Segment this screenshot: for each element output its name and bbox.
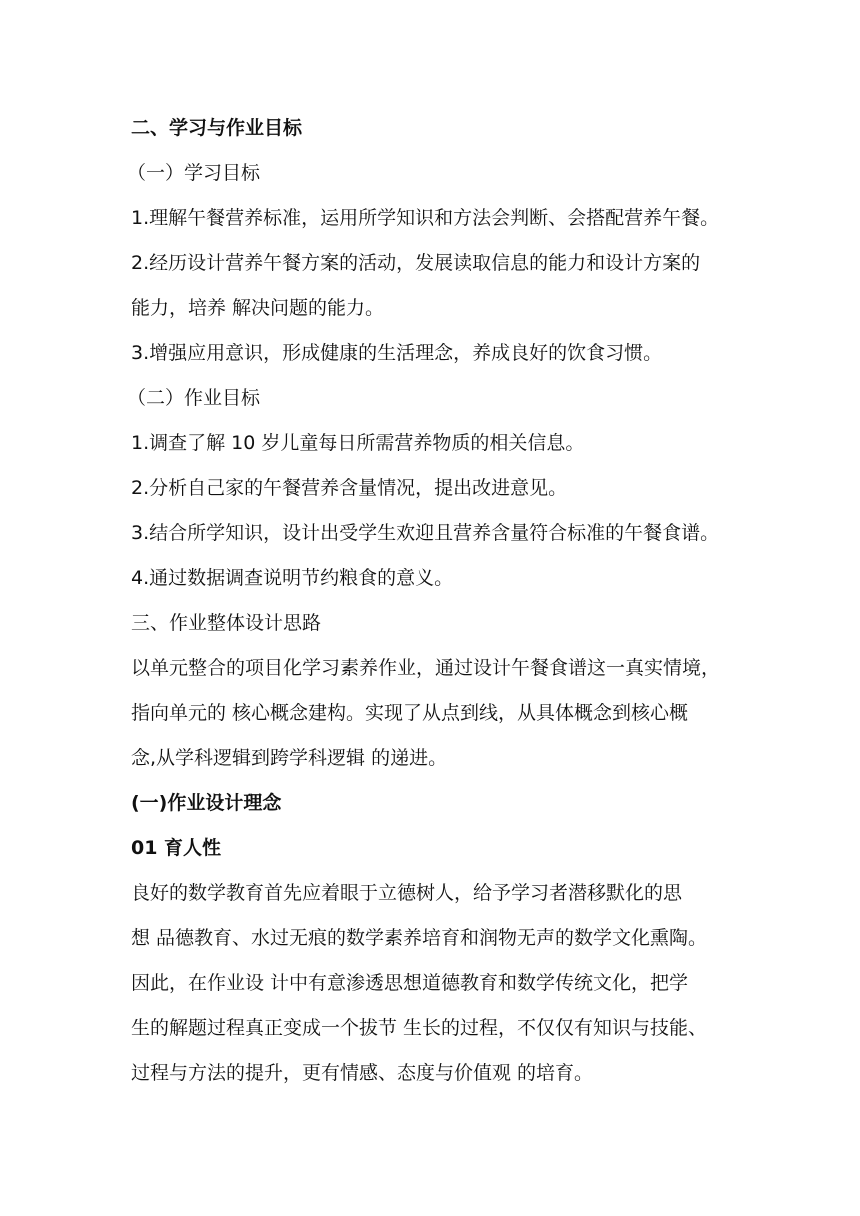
concept-paragraph-line-5: 过程与方法的提升，更有情感、态度与价值观 的培育。 <box>131 1062 594 1084</box>
homework-goal-3: 3.结合所学知识，设计出受学生欢迎且营养含量符合标准的午餐食谱。 <box>131 522 720 544</box>
homework-goal-1: 1.调查了解 10 岁儿童每日所需营养物质的相关信息。 <box>131 432 585 454</box>
subheading-learning-goals: （一）学习目标 <box>127 162 261 184</box>
learning-goal-2-cont: 能力，培养 解决问题的能力。 <box>131 297 385 319</box>
concept-paragraph-line-1: 良好的数学教育首先应着眼于立德树人，给予学习者潜移默化的思 <box>131 882 683 904</box>
homework-goal-4: 4.通过数据调查说明节约粮食的意义。 <box>131 567 454 589</box>
concept-paragraph-line-3: 因此，在作业设 计中有意渗透思想道德教育和数学传统文化，把学 <box>131 972 689 994</box>
learning-goal-2: 2.经历设计营养午餐方案的活动，发展读取信息的能力和设计方案的 <box>131 252 701 274</box>
concept-paragraph-line-4: 生的解题过程真正变成一个拔节 生长的过程，不仅仅有知识与技能、 <box>131 1017 708 1039</box>
learning-goal-3: 3.增强应用意识，形成健康的生活理念，养成良好的饮食习惯。 <box>131 342 663 364</box>
section-heading-goals: 二、学习与作业目标 <box>131 117 303 139</box>
concept-paragraph-line-2: 想 品德教育、水过无痕的数学素养培育和润物无声的数学文化熏陶。 <box>131 927 708 949</box>
document-page <box>127 113 751 1088</box>
design-paragraph-line-2: 指向单元的 核心概念建构。实现了从点到线，从具体概念到核心概 <box>131 702 689 724</box>
subheading-homework-goals: （二）作业目标 <box>127 387 261 409</box>
learning-goal-1: 1.理解午餐营养标准，运用所学知识和方法会判断、会搭配营养午餐。 <box>131 207 720 229</box>
section-heading-design: 三、作业整体设计思路 <box>131 612 322 634</box>
subheading-educational: 01 育人性 <box>131 837 222 859</box>
design-paragraph-line-3: 念,从学科逻辑到跨学科逻辑 的递进。 <box>131 747 448 769</box>
design-paragraph-line-1: 以单元整合的项目化学习素养作业，通过设计午餐食谱这一真实情境， <box>131 657 721 679</box>
subheading-design-concept: (一)作业设计理念 <box>131 792 282 814</box>
homework-goal-2: 2.分析自己家的午餐营养含量情况，提出改进意见。 <box>131 477 568 499</box>
